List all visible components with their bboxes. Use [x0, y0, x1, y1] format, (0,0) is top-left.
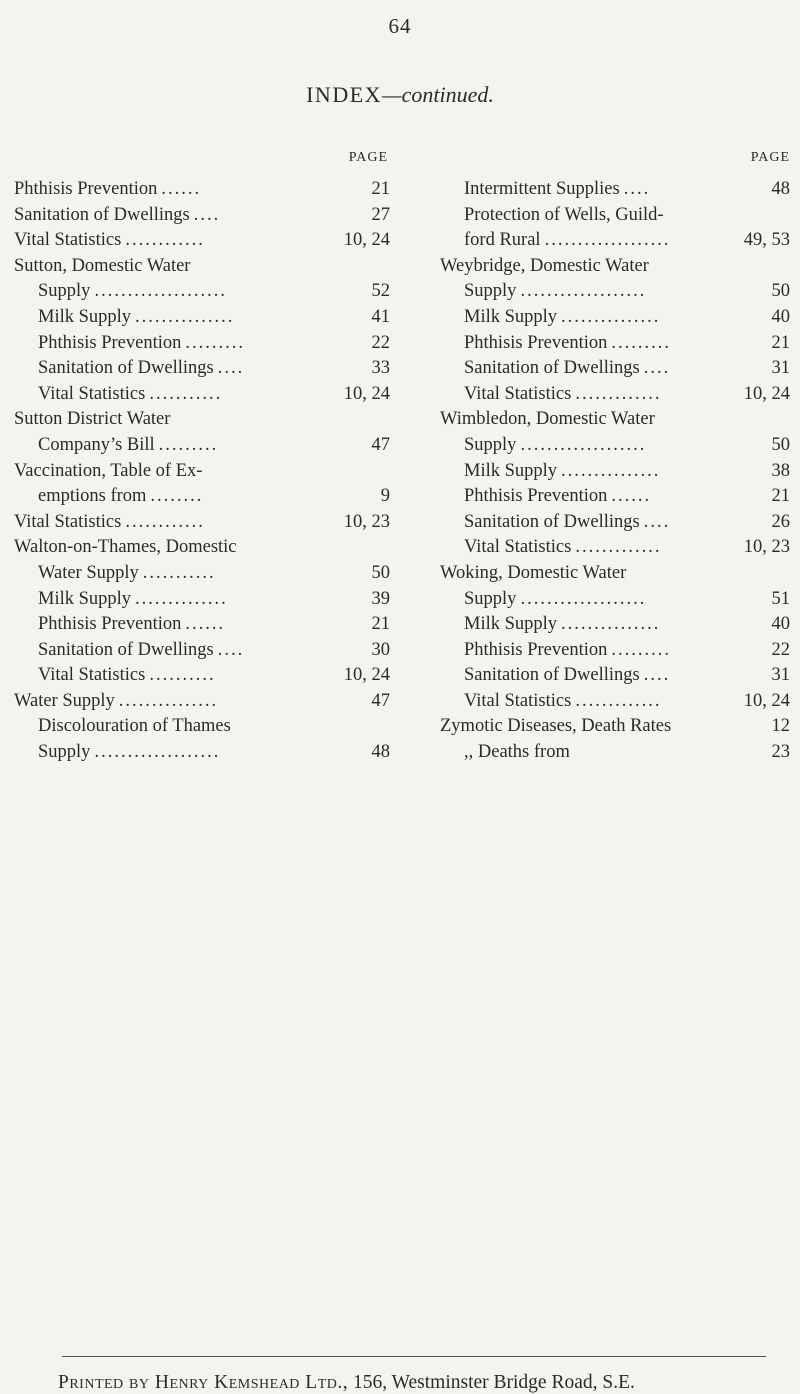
index-entry — [14, 510, 390, 536]
index-entries-left — [14, 177, 390, 766]
entry-leader: ................... — [94, 742, 221, 763]
entry-name: Supply — [464, 434, 517, 455]
entry-page: 10, 24 — [743, 383, 790, 404]
index-entry — [14, 228, 390, 254]
entry-name: Phthisis Prevention — [464, 332, 608, 353]
index-entry — [14, 663, 390, 689]
entry-leader: .............. — [135, 588, 228, 609]
entry-leader: ......... — [611, 639, 672, 660]
entry-name: ,, Deaths from — [464, 742, 570, 763]
entry-page: 10, 23 — [743, 537, 790, 558]
index-entry — [440, 254, 790, 280]
entry-page: 27 — [371, 204, 390, 225]
entry-page: 30 — [371, 639, 390, 660]
index-entry — [440, 228, 790, 254]
entry-name: Vital Statistics — [14, 230, 122, 251]
entry-leader: ............... — [561, 306, 661, 327]
index-entry — [440, 177, 790, 203]
entry-page: 38 — [771, 460, 790, 481]
entry-leader: .......... — [149, 665, 216, 686]
entry-leader: .... — [193, 204, 221, 225]
entry-page: 10, 24 — [343, 665, 390, 686]
entry-page: 22 — [371, 332, 390, 353]
index-entry — [14, 561, 390, 587]
entry-name: Milk Supply — [38, 588, 132, 609]
printer-name: Printed by Henry Kemshead Ltd., — [58, 1372, 349, 1393]
index-entry — [440, 612, 790, 638]
entry-name: Milk Supply — [464, 614, 558, 635]
entry-leader: ...... — [185, 614, 226, 635]
index-entries-right — [440, 177, 790, 766]
entry-page: 22 — [771, 639, 790, 660]
entry-name: Sanitation of Dwellings — [464, 511, 640, 532]
index-entry — [440, 638, 790, 664]
entry-name: Supply — [38, 742, 91, 763]
entry-name: Supply — [38, 281, 91, 302]
entry-leader: ................... — [520, 281, 647, 302]
index-entry — [14, 279, 390, 305]
entry-leader: ........... — [142, 562, 216, 583]
entry-leader: .................... — [94, 281, 227, 302]
entry-page: 48 — [371, 742, 390, 763]
entry-leader: .... — [643, 511, 671, 532]
entry-leader: ............. — [575, 537, 662, 558]
index-entry — [440, 305, 790, 331]
entry-name: Phthisis Prevention — [464, 486, 608, 507]
entry-leader: ............... — [561, 460, 661, 481]
entry-name: Sanitation of Dwellings — [38, 358, 214, 379]
entry-name: Supply — [464, 281, 517, 302]
index-entry — [14, 407, 390, 433]
entry-name: Company’s Bill — [38, 434, 155, 455]
entry-name: ford Rural — [464, 230, 541, 251]
entry-leader: ........ — [150, 486, 204, 507]
entry-leader: ......... — [185, 332, 246, 353]
entry-leader: ............... — [561, 614, 661, 635]
entry-leader: .... — [217, 639, 245, 660]
entry-name: Woking, Domestic Water — [440, 562, 627, 583]
index-entry — [440, 331, 790, 357]
entry-name: Vaccination, Table of Ex- — [14, 460, 203, 481]
index-entry — [440, 510, 790, 536]
entry-page: 39 — [371, 588, 390, 609]
footer-divider — [62, 1356, 766, 1357]
index-entry — [14, 714, 390, 740]
entry-name: Sanitation of Dwellings — [464, 358, 640, 379]
entry-page: 21 — [771, 332, 790, 353]
entry-page: 47 — [371, 690, 390, 711]
index-entry — [440, 356, 790, 382]
entry-page: 21 — [371, 179, 390, 199]
index-entry — [14, 612, 390, 638]
index-entry — [440, 407, 790, 433]
entry-page: 10, 23 — [343, 511, 390, 532]
entry-page: 33 — [371, 358, 390, 379]
index-entry — [440, 484, 790, 510]
index-column-left — [14, 150, 390, 766]
index-entry — [14, 740, 390, 766]
entry-name: Vital Statistics — [14, 511, 122, 532]
entry-page: 49, 53 — [743, 230, 790, 251]
entry-leader: ............. — [575, 383, 662, 404]
entry-name: Intermittent Supplies — [464, 179, 620, 199]
entry-leader: ............ — [125, 511, 205, 532]
entry-name: emptions from — [38, 486, 147, 507]
entry-page: 50 — [771, 434, 790, 455]
entry-page: 31 — [771, 665, 790, 686]
index-entry — [14, 638, 390, 664]
entry-leader: ................... — [544, 230, 671, 251]
index-entry — [440, 203, 790, 229]
entry-page: 51 — [771, 588, 790, 609]
entry-page: 47 — [371, 434, 390, 455]
entry-page: 26 — [771, 511, 790, 532]
entry-page: 10, 24 — [343, 383, 390, 404]
entry-name: Wimbledon, Domestic Water — [440, 409, 655, 430]
index-entry — [440, 459, 790, 485]
index-entry — [14, 689, 390, 715]
index-continued: —continued. — [382, 82, 494, 107]
index-entry — [14, 382, 390, 408]
entry-page: 10, 24 — [743, 690, 790, 711]
index-entry — [440, 663, 790, 689]
index-entry — [440, 279, 790, 305]
entry-leader: ............... — [135, 306, 235, 327]
entry-leader: ............ — [125, 230, 205, 251]
index-entry — [440, 689, 790, 715]
entry-leader: ...... — [611, 486, 652, 507]
entry-name: Supply — [464, 588, 517, 609]
entry-page: 50 — [371, 562, 390, 583]
index-entry — [440, 535, 790, 561]
entry-leader: ............... — [118, 690, 219, 711]
index-entry — [440, 587, 790, 613]
entry-name: Phthisis Prevention — [14, 179, 158, 199]
page-column-label: PAGE — [750, 150, 790, 165]
entry-name: Discolouration of Thames — [38, 716, 231, 737]
entry-name: Sanitation of Dwellings — [38, 639, 214, 660]
entry-page: 40 — [771, 306, 790, 327]
entry-page: 50 — [771, 281, 790, 302]
entry-page: 31 — [771, 358, 790, 379]
index-entry — [14, 331, 390, 357]
entry-name: Vital Statistics — [464, 537, 572, 558]
entry-leader: ......... — [611, 332, 672, 353]
entry-name: Water Supply — [38, 562, 139, 583]
entry-name: Vital Statistics — [464, 690, 572, 711]
index-entry — [14, 484, 390, 510]
entry-leader: ...... — [161, 179, 202, 199]
entry-page: 48 — [771, 179, 790, 199]
entry-leader: .... — [643, 358, 671, 379]
page-column-label: PAGE — [348, 150, 388, 165]
entry-page: 40 — [771, 614, 790, 635]
entry-page: 10, 24 — [343, 230, 390, 251]
entry-page: 23 — [771, 742, 790, 763]
entry-name: Protection of Wells, Guild- — [464, 204, 664, 225]
entry-leader: ........... — [149, 383, 223, 404]
index-entry — [14, 203, 390, 229]
index-entry — [440, 561, 790, 587]
entry-name: Phthisis Prevention — [38, 332, 182, 353]
entry-name: Milk Supply — [464, 306, 558, 327]
entry-name: Sanitation of Dwellings — [464, 665, 640, 686]
entry-name: Phthisis Prevention — [38, 614, 182, 635]
entry-leader: .... — [623, 179, 651, 199]
printer-imprint — [58, 1372, 778, 1394]
index-entry — [440, 382, 790, 408]
entry-name: Milk Supply — [38, 306, 132, 327]
entry-page: 12 — [771, 716, 790, 737]
entry-page: 21 — [371, 614, 390, 635]
entry-name: Zymotic Diseases, Death Rates — [440, 716, 672, 737]
entry-page: 9 — [380, 486, 390, 507]
entry-leader: ......... — [158, 434, 219, 455]
index-entry — [440, 714, 790, 740]
entry-name: Sanitation of Dwellings — [14, 204, 190, 225]
index-heading — [0, 82, 800, 108]
index-entry — [14, 433, 390, 459]
index-entry — [14, 587, 390, 613]
entry-name: Weybridge, Domestic Water — [440, 255, 649, 276]
index-entry — [440, 433, 790, 459]
index-entry — [14, 254, 390, 280]
entry-name: Sutton, Domestic Water — [14, 255, 191, 276]
index-entry — [14, 535, 390, 561]
entry-name: Water Supply — [14, 690, 115, 711]
index-entry — [440, 740, 790, 766]
index-entry — [14, 305, 390, 331]
index-column-right — [440, 150, 790, 766]
printer-address: 156, Westminster Bridge Road, S.E. — [348, 1372, 635, 1393]
entry-leader: .... — [643, 665, 671, 686]
index-entry — [14, 356, 390, 382]
page-number: 64 — [388, 14, 412, 38]
entry-leader: ............. — [575, 690, 662, 711]
entry-page: 21 — [771, 486, 790, 507]
index-entry — [14, 459, 390, 485]
entry-name: Milk Supply — [464, 460, 558, 481]
index-title: INDEX — [306, 82, 383, 107]
entry-name: Phthisis Prevention — [464, 639, 608, 660]
entry-name: Vital Statistics — [464, 383, 572, 404]
entry-name: Vital Statistics — [38, 665, 146, 686]
index-entry — [14, 177, 390, 203]
entry-leader: ................... — [520, 588, 647, 609]
entry-name: Vital Statistics — [38, 383, 146, 404]
entry-name: Sutton District Water — [14, 409, 171, 430]
entry-leader: .... — [217, 358, 245, 379]
entry-name: Walton-on-Thames, Domestic — [14, 537, 237, 558]
entry-leader: ................... — [520, 434, 647, 455]
entry-page: 41 — [371, 306, 390, 327]
entry-page: 52 — [371, 281, 390, 302]
